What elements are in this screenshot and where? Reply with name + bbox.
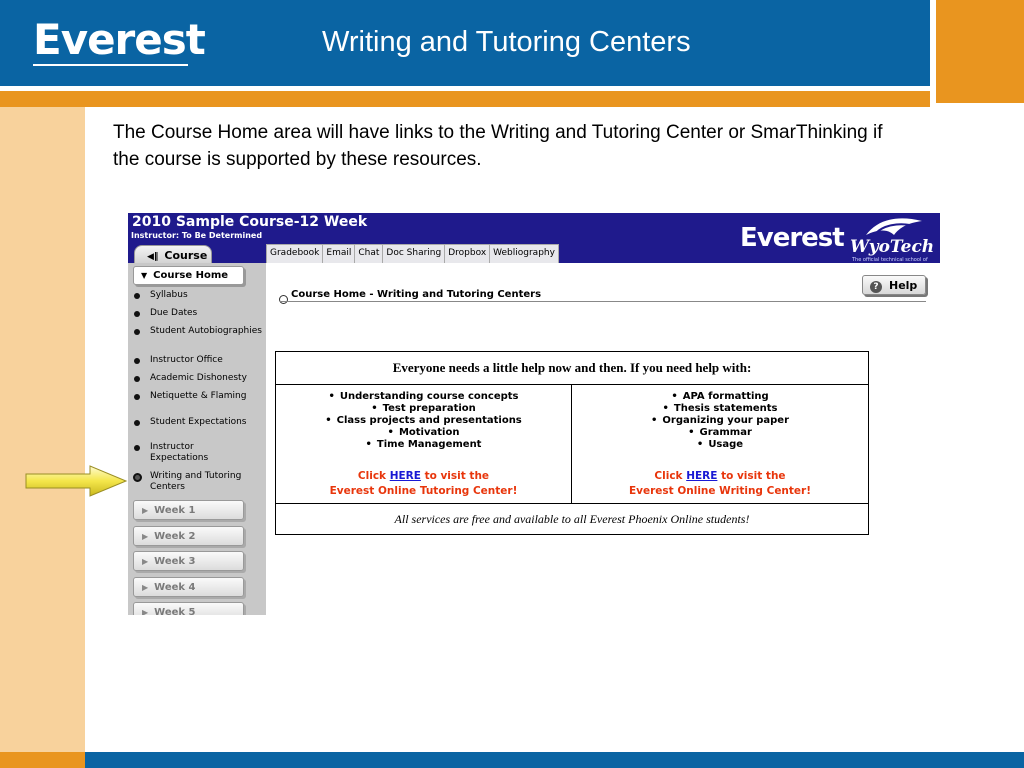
- course-name: 2010 Sample Course-12 Week: [132, 214, 368, 230]
- instructor-label: Instructor: To Be Determined: [131, 231, 263, 240]
- everest-brand-logo: Everest: [740, 223, 844, 253]
- help-table-footer: All services are free and available to all Everest Phoenix Online students!: [276, 503, 868, 534]
- wyotech-wordmark: WyoTech: [850, 237, 935, 257]
- list-item: • Motivation: [276, 427, 571, 439]
- tutoring-column: [276, 385, 572, 504]
- tutoring-topics: [276, 385, 571, 451]
- tab-chat[interactable]: Chat: [355, 245, 383, 263]
- sidebar-week-5[interactable]: ▶ Week 5: [133, 602, 244, 615]
- breadcrumb: Course Home - Writing and Tutoring Centers: [291, 289, 542, 300]
- left-accent-band: [0, 107, 85, 753]
- sidebar-item-syllabus[interactable]: Syllabus: [134, 290, 262, 301]
- help-button[interactable]: [862, 275, 926, 295]
- bullet-icon: [134, 293, 140, 299]
- list-item: • Class projects and presentations: [276, 415, 571, 427]
- intro-text: The Course Home area will have links to the Writing and Tutoring Center or SmarThinking if the course is supported by these resources.: [113, 122, 883, 170]
- chevron-right-icon: ▶: [142, 608, 149, 615]
- tutoring-center-name: Everest Online Tutoring Center!: [329, 485, 518, 497]
- sidebar-item-netiquette[interactable]: Netiquette & Flaming: [134, 391, 262, 402]
- tab-email[interactable]: Email: [323, 245, 355, 263]
- sidebar-item-instructor-expectations[interactable]: Instructor Expectations: [134, 442, 244, 464]
- sidebar-item-student-autobiographies[interactable]: Student Autobiographies: [134, 326, 262, 337]
- sidebar-week-2[interactable]: ▶ Week 2: [133, 526, 244, 546]
- selected-radio-icon: [133, 473, 142, 482]
- list-item: • Grammar: [572, 427, 868, 439]
- writing-center-link[interactable]: HERE: [686, 470, 718, 482]
- tab-course-label: Course: [164, 249, 208, 262]
- breadcrumb-divider: [280, 301, 926, 302]
- chevron-right-icon: ▶: [142, 583, 149, 592]
- course-sidebar: [128, 263, 266, 615]
- bullet-icon: [134, 358, 140, 364]
- header-accent-strip: [0, 91, 930, 107]
- chevron-right-icon: ▶: [142, 532, 149, 541]
- logo-underline: [33, 64, 188, 66]
- sidebar-item-student-expectations[interactable]: Student Expectations: [134, 417, 262, 428]
- sidebar-week-1[interactable]: ▶ Week 1: [133, 500, 244, 520]
- chevron-right-icon: ▶: [142, 557, 149, 566]
- tab-gradebook[interactable]: Gradebook: [267, 245, 323, 263]
- sidebar-week-4[interactable]: ▶ Week 4: [133, 577, 244, 597]
- writing-topics: [572, 385, 868, 451]
- bullet-icon: [134, 329, 140, 335]
- list-item: • Organizing your paper: [572, 415, 868, 427]
- chevron-down-icon: ▼: [141, 271, 148, 280]
- sidebar-item-instructor-office[interactable]: Instructor Office: [134, 355, 262, 366]
- writing-column: [572, 385, 868, 504]
- wyotech-logo: [848, 217, 940, 263]
- writing-center-link-text: Click HERE to visit the Everest Online Writing Center!: [628, 470, 812, 497]
- help-table: [275, 351, 869, 535]
- tab-webliography[interactable]: Webliography: [493, 248, 555, 258]
- sidebar-week-3[interactable]: ▶ Week 3: [133, 551, 244, 571]
- speaker-icon: ◀‖: [147, 252, 159, 262]
- page-icon: [279, 295, 288, 304]
- list-item: • Usage: [572, 439, 868, 451]
- callout-arrow-icon: [24, 464, 128, 498]
- sidebar-course-home-label: Course Home: [153, 270, 229, 281]
- sidebar-item-due-dates[interactable]: Due Dates: [134, 308, 262, 319]
- help-icon: ?: [870, 281, 882, 293]
- slide-title: Writing and Tutoring Centers: [322, 26, 691, 58]
- list-item: • APA formatting: [572, 391, 868, 403]
- sidebar-item-academic-dishonesty[interactable]: Academic Dishonesty: [134, 373, 262, 384]
- sidebar-item-writing-tutoring[interactable]: Writing and Tutoring Centers: [134, 471, 254, 493]
- bullet-icon: [134, 445, 140, 451]
- writing-center-name: Everest Online Writing Center!: [628, 485, 812, 497]
- tutoring-center-link-text: Click HERE to visit the Everest Online Tutoring Center!: [329, 470, 518, 497]
- help-table-heading: Everyone needs a little help now and then. If you need help with:: [276, 352, 868, 385]
- course-tabs: [266, 244, 559, 263]
- tab-course[interactable]: [134, 245, 212, 265]
- course-screenshot: [128, 213, 940, 615]
- eagle-icon: [864, 215, 924, 239]
- wyotech-tagline: The official technical school of: [852, 257, 928, 263]
- bullet-icon: [134, 394, 140, 400]
- list-item: • Test preparation: [276, 403, 571, 415]
- footer-bar: [85, 752, 1024, 768]
- chevron-right-icon: ▶: [142, 506, 149, 515]
- footer-accent: [0, 752, 85, 768]
- bullet-icon: [134, 420, 140, 426]
- help-button-label: Help: [889, 279, 918, 292]
- sidebar-course-home[interactable]: [133, 266, 244, 285]
- bullet-icon: [134, 311, 140, 317]
- tab-dropbox[interactable]: Dropbox: [445, 245, 490, 263]
- list-item: • Time Management: [276, 439, 571, 451]
- list-item: • Understanding course concepts: [276, 391, 571, 403]
- tutoring-center-link[interactable]: HERE: [389, 470, 421, 482]
- bullet-icon: [134, 376, 140, 382]
- everest-logo: Everest: [33, 15, 205, 64]
- tab-doc-sharing[interactable]: Doc Sharing: [383, 245, 445, 263]
- list-item: • Thesis statements: [572, 403, 868, 415]
- header-accent-block: [936, 0, 1024, 103]
